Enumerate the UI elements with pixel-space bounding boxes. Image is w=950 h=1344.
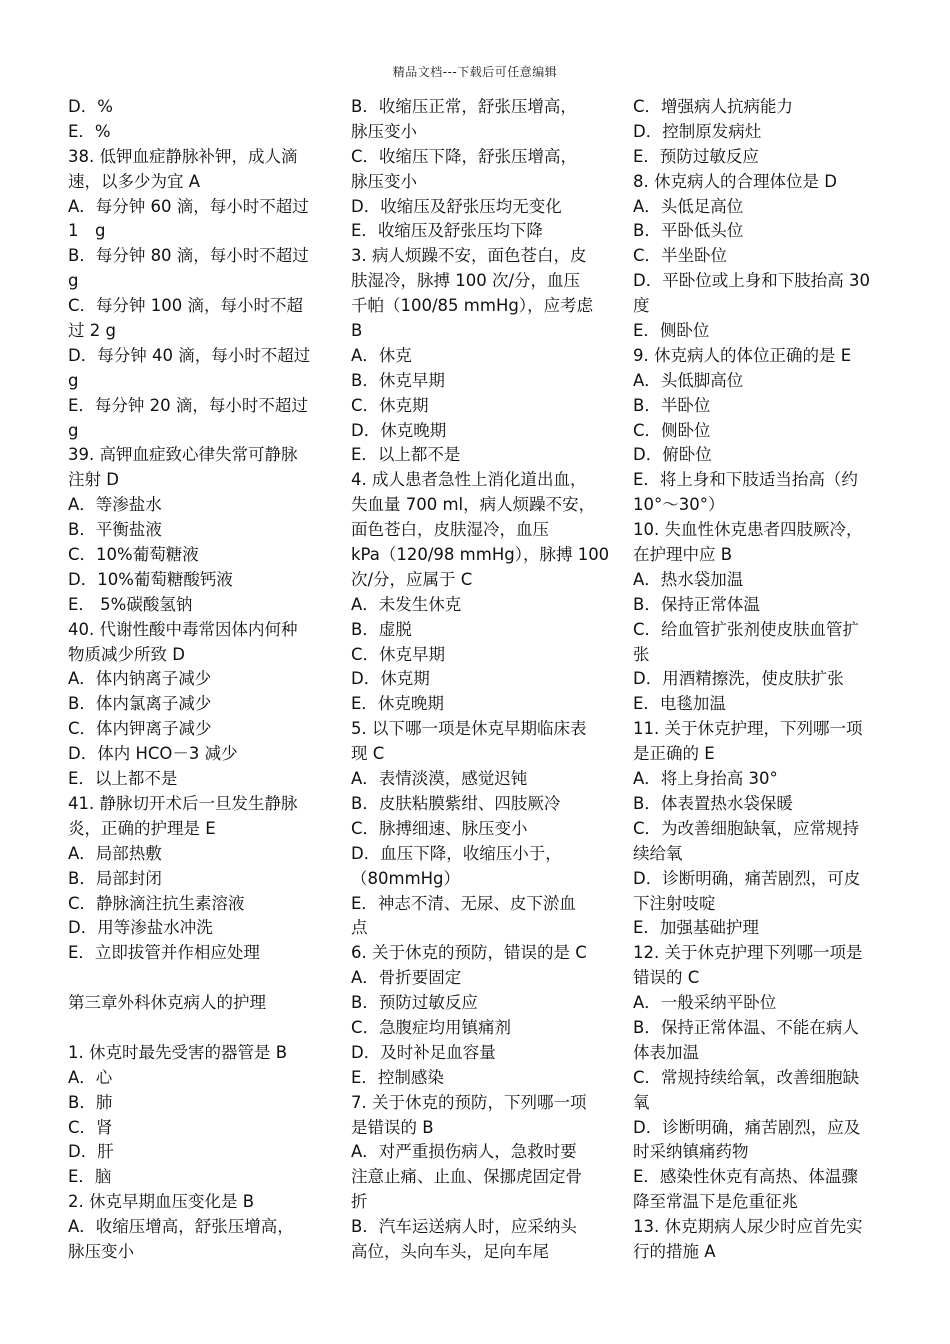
text-line: 9. 休克病人的体位正确的是 E	[633, 345, 852, 365]
text-line: 第三章外科休克病人的护理	[68, 993, 266, 1013]
text-line: D．肝	[68, 1142, 114, 1162]
text-line: 现 C	[351, 744, 385, 764]
text-line: 1. 休克时最先受害的器管是 B	[68, 1042, 288, 1062]
text-line: 13. 休克期病人尿少时应首先实	[633, 1217, 863, 1237]
text-line: D．休克晚期	[351, 420, 447, 440]
text-line: 次/分，应属于 C	[351, 569, 473, 589]
text-line: 2. 休克早期血压变化是 B	[68, 1192, 255, 1212]
text-line: 10°～30°）	[633, 495, 725, 515]
text-line: C．收缩压下降，舒张压增高，	[351, 146, 578, 166]
text-line: A．未发生休克	[351, 594, 462, 614]
text-line: 氧	[633, 1092, 650, 1112]
text-line: D．每分钟 40 滴，每小时不超过	[68, 345, 311, 365]
text-line: 时采纳镇痛药物	[633, 1142, 749, 1162]
text-line: A．休克	[351, 345, 412, 365]
text-line: D．控制原发病灶	[633, 121, 762, 141]
text-line: E．电毯加温	[633, 694, 726, 714]
text-line: B．皮肤粘膜紫绀、四肢厥冷	[351, 793, 561, 813]
text-line: 速，以多少为宜 A	[68, 171, 201, 191]
text-line: 脉压变小	[351, 171, 417, 191]
text-line: B．虚脱	[351, 619, 412, 639]
text-line: 39. 高钾血症致心律失常可静脉	[68, 445, 298, 465]
text-line: C．体内钾离子减少	[68, 719, 212, 739]
text-line: 在护理中应 B	[633, 545, 733, 565]
text-line: B．收缩压正常，舒张压增高，	[351, 97, 577, 116]
text-line: D．诊断明确，痛苦剧烈，应及	[633, 1117, 861, 1137]
text-line: 5. 以下哪一项是休克早期临床表	[351, 719, 587, 739]
text-line: 41. 静脉切开术后一旦发生静脉	[68, 793, 298, 813]
text-line: E．立即拔管并作相应处理	[68, 943, 260, 963]
text-line: E．侧卧位	[633, 321, 710, 341]
text-line: 高位，头向车头，足向车尾	[351, 1241, 549, 1261]
column-right	[633, 95, 891, 1265]
text-line: 1 g	[68, 221, 106, 241]
text-line: 40. 代谢性酸中毒常因体内何种	[68, 619, 298, 639]
text-line: A．等渗盐水	[68, 495, 162, 515]
text-line: 千帕（100/85 mmHg），应考虑	[351, 296, 594, 316]
text-line: 物质减少所致 D	[68, 644, 185, 664]
text-line: 体表加温	[633, 1042, 699, 1062]
text-line: D．体内 HCO－3 减少	[68, 744, 238, 764]
text-line: B．半卧位	[633, 395, 711, 415]
text-line: 注意止痛、止血、保挪虎固定骨	[351, 1167, 582, 1187]
text-line: 降至常温下是危重征兆	[633, 1192, 798, 1212]
text-line: g	[68, 420, 79, 440]
text-line	[68, 1016, 324, 1041]
text-line: D．休克期	[351, 669, 430, 689]
text-line: A．热水袋加温	[633, 569, 744, 589]
text-line: B．预防过敏反应	[351, 993, 478, 1013]
text-line: 张	[633, 644, 650, 664]
text-line: C．急腹症均用镇痛剂	[351, 1017, 512, 1037]
text-line: g	[68, 271, 79, 291]
text-line: E．每分钟 20 滴，每小时不超过	[68, 395, 308, 415]
text-line: 8. 休克病人的合理体位是 D	[633, 171, 837, 191]
text-line: 10. 失血性休克患者四肢厥冷，	[633, 520, 863, 540]
text-line: 错误的 C	[633, 968, 700, 988]
text-line: A．收缩压增高，舒张压增高，	[68, 1217, 294, 1237]
text-line: C．常规持续给氧，改善细胞缺	[633, 1067, 860, 1087]
text-line: 11. 关于休克护理，下列哪一项	[633, 719, 863, 739]
text-line: D．血压下降，收缩压小于，	[351, 843, 562, 863]
text-line: 过 2 g	[68, 321, 116, 341]
text-line: C．给血管扩张剂使皮肤血管扩	[633, 619, 860, 639]
text-line: 面色苍白，皮肤湿冷，血压	[351, 520, 549, 540]
text-line: B．体表置热水袋保暖	[633, 793, 793, 813]
text-line: 续给氧	[633, 843, 683, 863]
text-line: 脉压变小	[68, 1241, 134, 1261]
text-line: B．保持正常体温、不能在病人	[633, 1017, 859, 1037]
text-line: C．休克期	[351, 395, 429, 415]
text-line: A．体内钠离子减少	[68, 669, 212, 689]
text-line: 12. 关于休克护理下列哪一项是	[633, 943, 863, 963]
text-line: C．侧卧位	[633, 420, 711, 440]
text-line: 6. 关于休克的预防，错误的是 C	[351, 943, 587, 963]
text-line: E．加强基础护理	[633, 918, 759, 938]
text-line: 3. 病人烦躁不安，面色苍白，皮	[351, 246, 587, 266]
text-line: B．保持正常体温	[633, 594, 760, 614]
text-line: A．骨折要固定	[351, 968, 462, 988]
text-line: 是错误的 B	[351, 1117, 434, 1137]
text-line: D．10%葡萄糖酸钙液	[68, 569, 233, 589]
text-line: B．肺	[68, 1092, 113, 1112]
text-line: C．休克早期	[351, 644, 446, 664]
text-line: C．静脉滴注抗生素溶液	[68, 893, 245, 913]
text-line: E．以上都不是	[351, 445, 461, 465]
text-line: C．增强病人抗病能力	[633, 97, 794, 116]
text-line: A．将上身抬高 30°	[633, 769, 778, 789]
text-line: g	[68, 370, 79, 390]
text-line: 7. 关于休克的预防，下列哪一项	[351, 1092, 587, 1112]
text-line: 失血量 700 ml，病人烦躁不安，	[351, 495, 596, 515]
text-line: 炎，正确的护理是 E	[68, 818, 216, 838]
text-line: E．感染性休克有高热、体温骤	[633, 1167, 858, 1187]
text-line: D．俯卧位	[633, 445, 712, 465]
text-line: D．%	[68, 97, 113, 116]
text-line: A．心	[68, 1067, 113, 1087]
column-middle	[351, 95, 610, 1265]
text-line: 点	[351, 918, 368, 938]
text-line: C．肾	[68, 1117, 113, 1137]
text-line: A．头低脚高位	[633, 370, 744, 390]
text-line: E．控制感染	[351, 1067, 444, 1087]
text-line: kPa（120/98 mmHg），脉搏 100	[351, 545, 610, 565]
text-line: E．收缩压及舒张压均下降	[351, 221, 543, 241]
text-line: B．平卧低头位	[633, 221, 744, 241]
text-line: 脉压变小	[351, 121, 417, 141]
text-line: A．一般采纳平卧位	[633, 993, 777, 1013]
text-line: E．脑	[68, 1167, 112, 1187]
text-line: 折	[351, 1192, 368, 1212]
text-line: 行的措施 A	[633, 1241, 716, 1261]
text-line: 注射 D	[68, 470, 119, 490]
text-line: E．%	[68, 121, 111, 141]
text-line: A．对严重损伤病人，急救时要	[351, 1142, 577, 1162]
page-header: 精品文档---下载后可任意编辑	[392, 65, 558, 79]
text-line: D．平卧位或上身和下肢抬高 30	[633, 271, 870, 291]
text-line: B．局部封闭	[68, 868, 162, 888]
text-line: E． 5%碳酸氢钠	[68, 594, 193, 614]
text-line: 下注射吱啶	[633, 893, 716, 913]
text-line: B．休克早期	[351, 370, 445, 390]
text-line: B．每分钟 80 滴，每小时不超过	[68, 246, 309, 266]
text-line: D．用酒精擦洗，使皮肤扩张	[633, 669, 844, 689]
text-line: 是正确的 E	[633, 744, 715, 764]
text-line: E．将上身和下肢适当抬高（约	[633, 470, 858, 490]
text-line: C．脉搏细速、脉压变小	[351, 818, 528, 838]
text-line: C．为改善细胞缺氧，应常规持	[633, 818, 860, 838]
text-line: B．汽车运送病人时，应采纳头	[351, 1217, 577, 1237]
text-line: B．体内氯离子减少	[68, 694, 212, 714]
text-line: 肤湿冷，脉搏 100 次/分，血压	[351, 271, 581, 291]
text-line: 4. 成人患者急性上消化道出血，	[351, 470, 587, 490]
text-line: A．局部热敷	[68, 843, 162, 863]
text-line: A．表情淡漠，感觉迟钝	[351, 769, 528, 789]
text-line: B	[351, 321, 363, 341]
text-line: C．半坐卧位	[633, 246, 728, 266]
text-line: D．诊断明确，痛苦剧烈，可皮	[633, 868, 861, 888]
text-line: A．每分钟 60 滴，每小时不超过	[68, 196, 309, 216]
column-left	[68, 95, 324, 1265]
text-line: D．收缩压及舒张压均无变化	[351, 196, 562, 216]
text-line: E．以上都不是	[68, 769, 178, 789]
text-line	[68, 966, 324, 991]
text-line: A．头低足高位	[633, 196, 744, 216]
text-line: C．每分钟 100 滴，每小时不超	[68, 296, 304, 316]
text-line: D．用等渗盐水冲洗	[68, 918, 213, 938]
text-line: E．预防过敏反应	[633, 146, 759, 166]
text-line: E．神志不清、无尿、皮下淤血	[351, 893, 576, 913]
text-line: E．休克晚期	[351, 694, 444, 714]
text-line: 38. 低钾血症静脉补钾，成人滴	[68, 146, 298, 166]
text-line: C．10%葡萄糖液	[68, 545, 199, 565]
text-line: D．及时补足血容量	[351, 1042, 496, 1062]
text-line: 度	[633, 296, 650, 316]
text-line: （80mmHg）	[351, 868, 461, 888]
text-line: B．平衡盐液	[68, 520, 162, 540]
